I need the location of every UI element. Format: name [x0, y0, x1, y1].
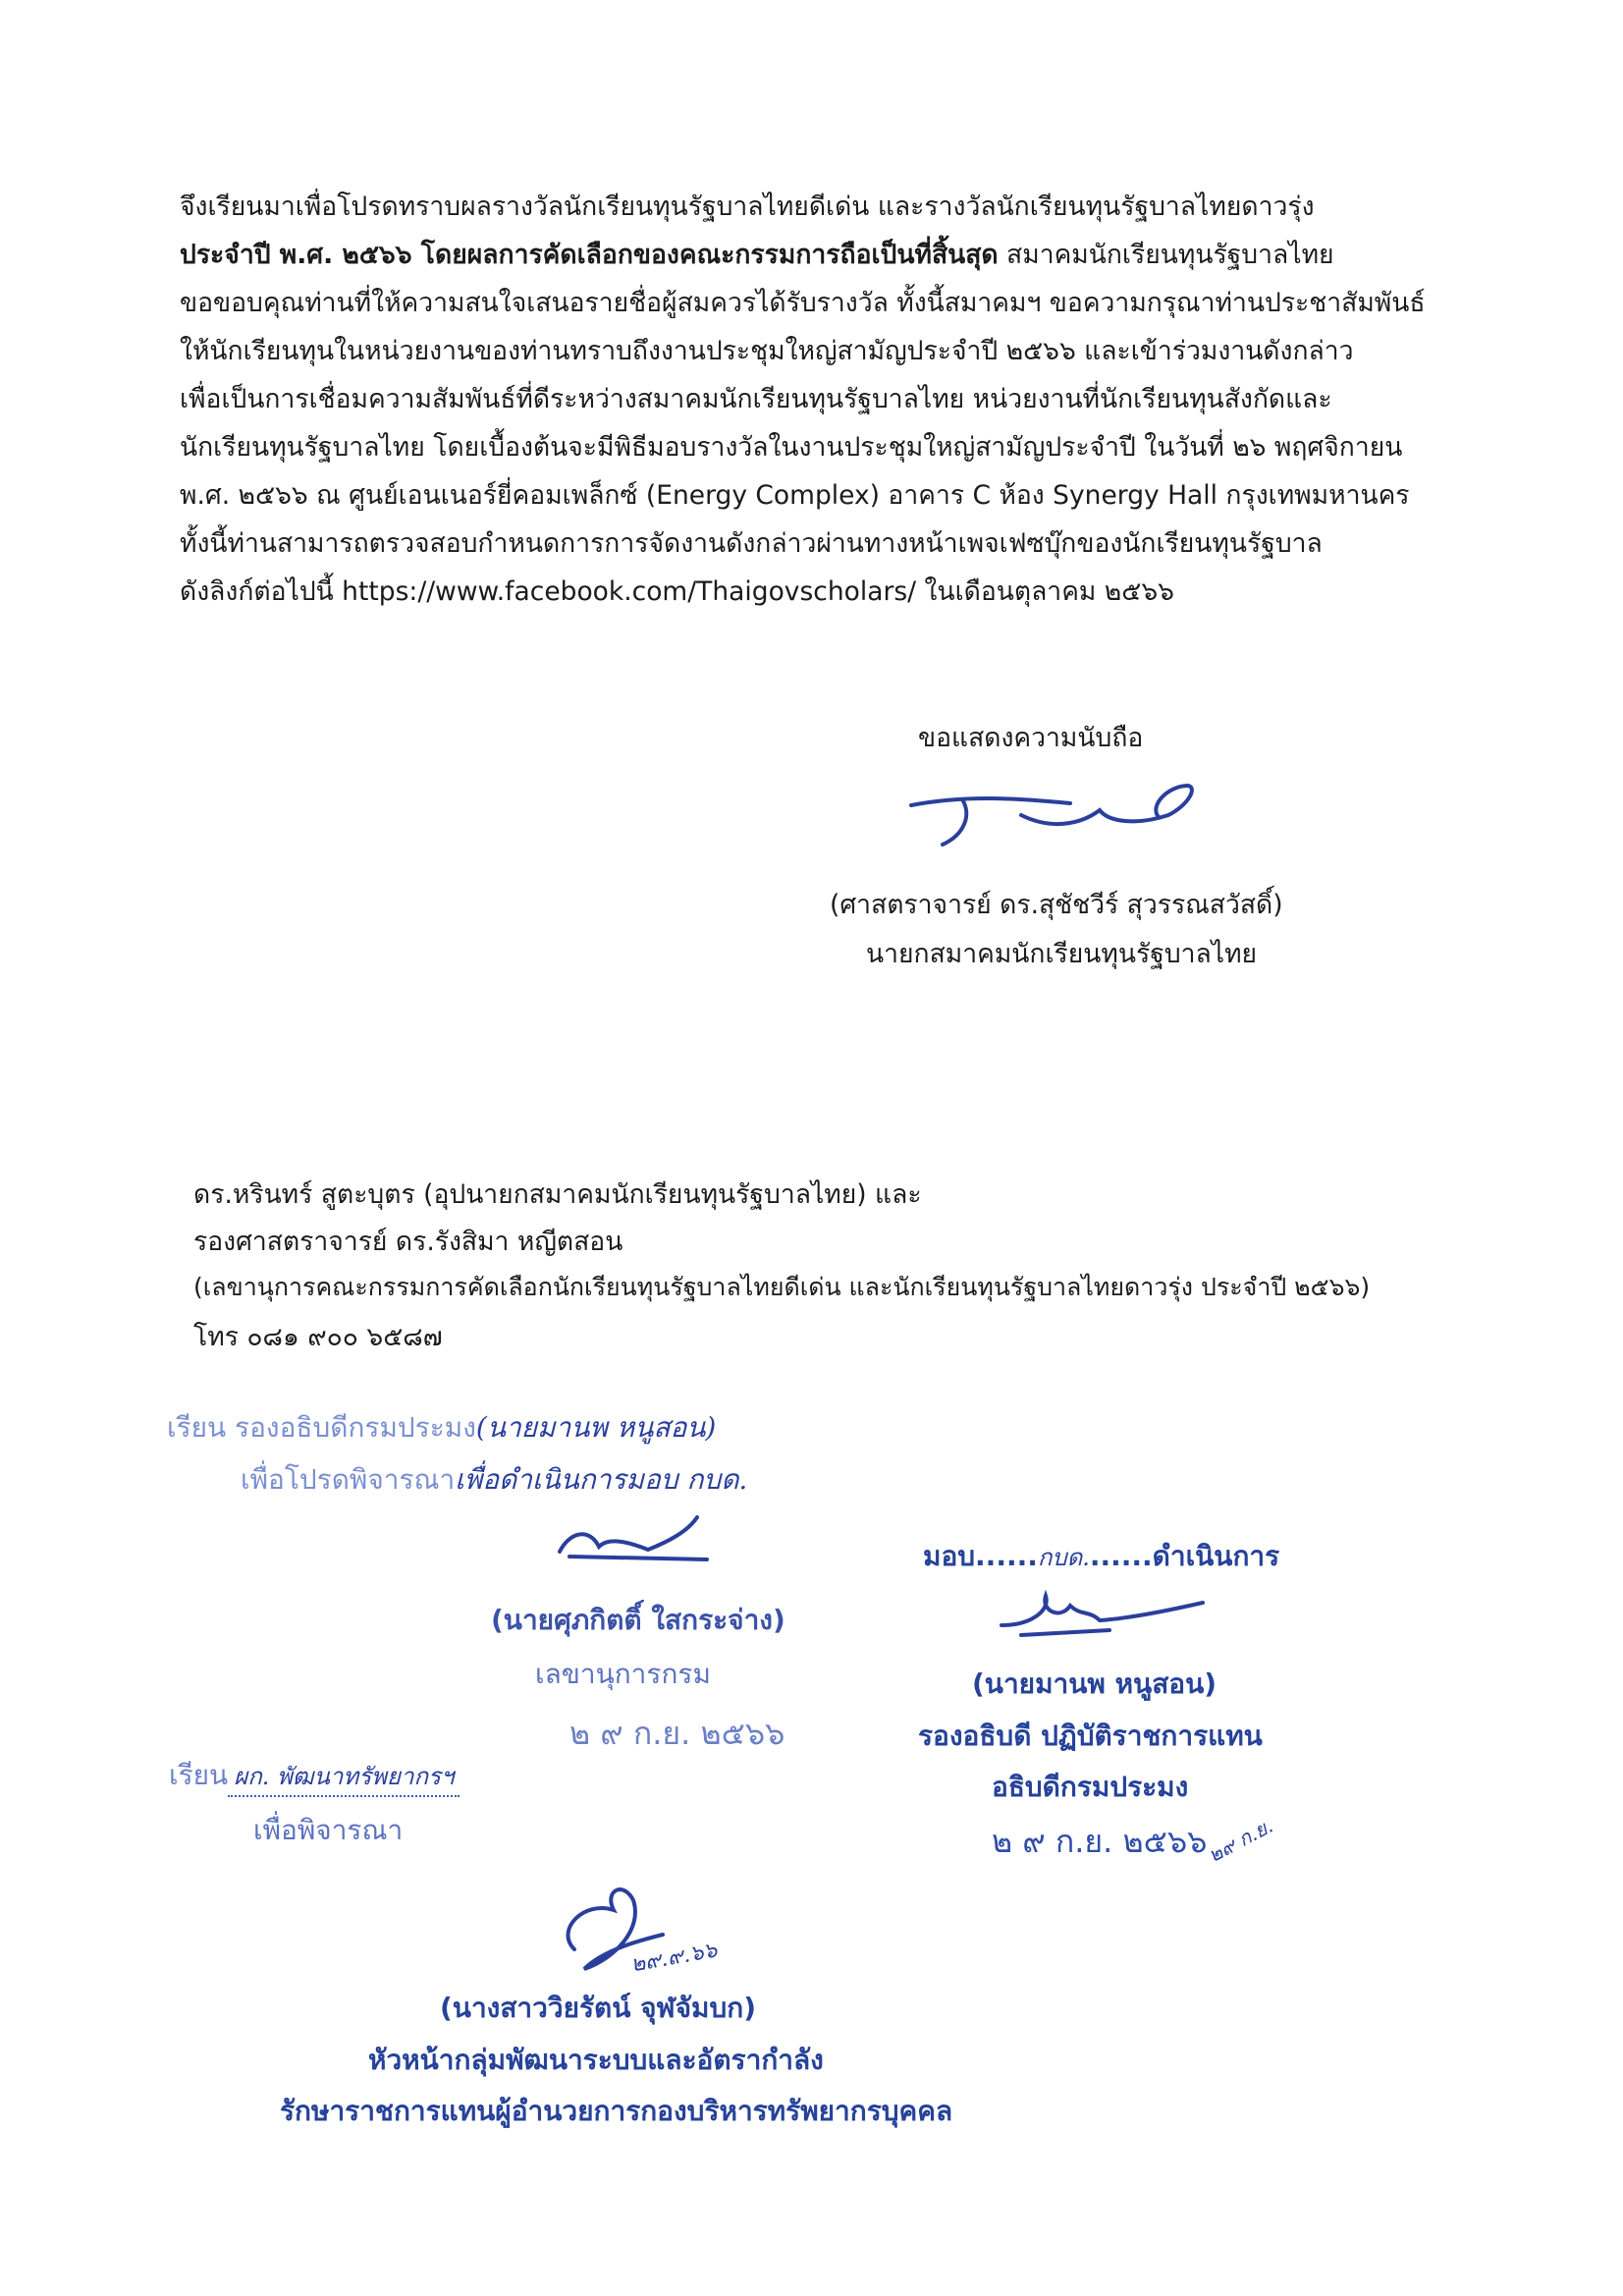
note-right-assign-suffix: ......ดำเนินการ	[1089, 1540, 1280, 1572]
body-line-2-bold: ประจำปี พ.ศ. ๒๕๖๖ โดยผลการคัดเลือกของคณะกรรมการถือเป็นที่สิ้นสุด	[180, 240, 999, 270]
closing-salutation: ขอแสดงความนับถือ	[918, 723, 1144, 753]
note-left-line-2-hand: เพื่อดำเนินการมอบ กบด.	[455, 1463, 748, 1496]
note-right-signature	[992, 1581, 1217, 1650]
body-line-5: เพื่อเป็นการเชื่อมความสัมพันธ์ที่ดีระหว่างสมาคมนักเรียนทุนรัฐบาลไทย หน่วยงานที่นักเรียนทุนสังกัดและ	[180, 384, 1332, 414]
note-left-line-2	[241, 1458, 747, 1502]
sender-name: (ศาสตราจารย์ ดร.สุชัชวีร์ สุวรรณสวัสดิ์)	[830, 890, 1283, 920]
body-line-2	[180, 231, 1495, 279]
note-right-date-hand: ๒๙ ก.ย.	[1204, 1813, 1277, 1868]
note-left-date: ๒ ๙ ก.ย. ๒๕๖๖	[569, 1715, 785, 1752]
note-right-position-2: อธิบดีกรมประมง	[992, 1771, 1189, 1803]
note-bottom-to-hand: ผก. พัฒนาทรัพยากรฯ	[228, 1757, 460, 1797]
note-bottom-sig-date-hand: ๒๙.๙.๖๖	[628, 1938, 720, 1978]
body-line-2-rest: สมาคมนักเรียนทุนรัฐบาลไทย	[998, 240, 1334, 270]
note-right-assign-hand: กบด.	[1037, 1544, 1090, 1571]
note-left-line-1	[167, 1406, 716, 1449]
body-paragraph	[180, 183, 1495, 616]
contact-line-1: ดร.หรินทร์ สูตะบุตร (อุปนายกสมาคมนักเรียนทุนรัฐบาลไทย) และ	[193, 1179, 922, 1210]
note-right-assign	[923, 1535, 1279, 1578]
note-right-date: ๒ ๙ ก.ย. ๒๕๖๖	[992, 1823, 1208, 1860]
contact-line-3: (เลขานุการคณะกรรมการคัดเลือกนักเรียนทุนรัฐบาลไทยดีเด่น และนักเรียนทุนรัฐบาลไทยดาวรุ่ง ประจำปี ๒๕๖๖)	[193, 1273, 1371, 1301]
body-line-6: นักเรียนทุนรัฐบาลไทย โดยเบื้องต้นจะมีพิธีมอบรางวัลในงานประชุมใหญ่สามัญประจำปี ในวันที่ ๒๖ พฤศจิกายน	[180, 432, 1403, 463]
contact-phone: โทร ๐๘๑ ๙๐๐ ๖๕๘๗	[193, 1322, 443, 1352]
note-left-name: (นายศุภกิตติ์ ใสกระจ่าง)	[491, 1604, 785, 1636]
sender-signature	[903, 776, 1217, 864]
note-bottom-position-1: หัวหน้ากลุ่มพัฒนาระบบและอัตรากำลัง	[368, 2044, 824, 2076]
note-left-position: เลขานุการกรม	[535, 1658, 711, 1690]
contact-line-2: รองศาสตราจารย์ ดร.รังสิมา หญีตสอน	[193, 1227, 623, 1257]
note-bottom-name: (นางสาววิยรัตน์ จุฬจัมบก)	[440, 1992, 757, 2024]
note-left-line-1-hand: (นายมานพ หนูสอน)	[475, 1411, 717, 1444]
note-bottom-purpose: เพื่อพิจารณา	[253, 1814, 404, 1846]
body-line-3: ขอขอบคุณท่านที่ให้ความสนใจเสนอรายชื่อผู้สมควรได้รับรางวัล ทั้งนี้สมาคมฯ ขอความกรุณาท่านประชาสัมพันธ์	[180, 288, 1426, 318]
note-left-signature	[550, 1512, 727, 1571]
note-left-line-1-printed: เรียน รองอธิบดีกรมประมง	[167, 1411, 476, 1444]
body-line-4: ให้นักเรียนทุนในหน่วยงานของท่านทราบถึงงานประชุมใหญ่สามัญประจำปี ๒๕๖๖ และเข้าร่วมงานดังกล่าว	[180, 336, 1354, 366]
body-line-9: ดังลิงก์ต่อไปนี้ https://www.facebook.com/Thaigovscholars/ ในเดือนตุลาคม ๒๕๖๖	[180, 576, 1174, 607]
body-line-8: ทั้งนี้ท่านสามารถตรวจสอบกำหนดการการจัดงานดังกล่าวผ่านทางหน้าเพจเฟซบุ๊กของนักเรียนทุนรัฐบาล	[180, 528, 1323, 559]
note-right-name: (นายมานพ หนูสอน)	[972, 1667, 1217, 1700]
body-line-1: จึงเรียนมาเพื่อโปรดทราบผลรางวัลนักเรียนทุนรัฐบาลไทยดีเด่น และรางวัลนักเรียนทุนรัฐบาลไทยดาวรุ่ง	[180, 191, 1315, 222]
note-bottom-position-2: รักษาราชการแทนผู้อำนวยการกองบริหารทรัพยากรบุคคล	[280, 2095, 953, 2127]
note-left-line-2-printed: เพื่อโปรดพิจารณา	[241, 1463, 456, 1496]
body-line-7: พ.ศ. ๒๕๖๖ ณ ศูนย์เอนเนอร์ยี่คอมเพล็กซ์ (Energy Complex) อาคาร C ห้อง Synergy Hall กรุงเทพมหานคร	[180, 480, 1410, 511]
note-bottom-to-label: เรียน	[169, 1759, 229, 1791]
note-right-assign-prefix: มอบ......	[923, 1540, 1038, 1572]
note-bottom-to	[169, 1754, 460, 1797]
note-right-position-1: รองอธิบดี ปฏิบัติราชการแทน	[918, 1720, 1263, 1752]
sender-position: นายกสมาคมนักเรียนทุนรัฐบาลไทย	[866, 939, 1258, 969]
